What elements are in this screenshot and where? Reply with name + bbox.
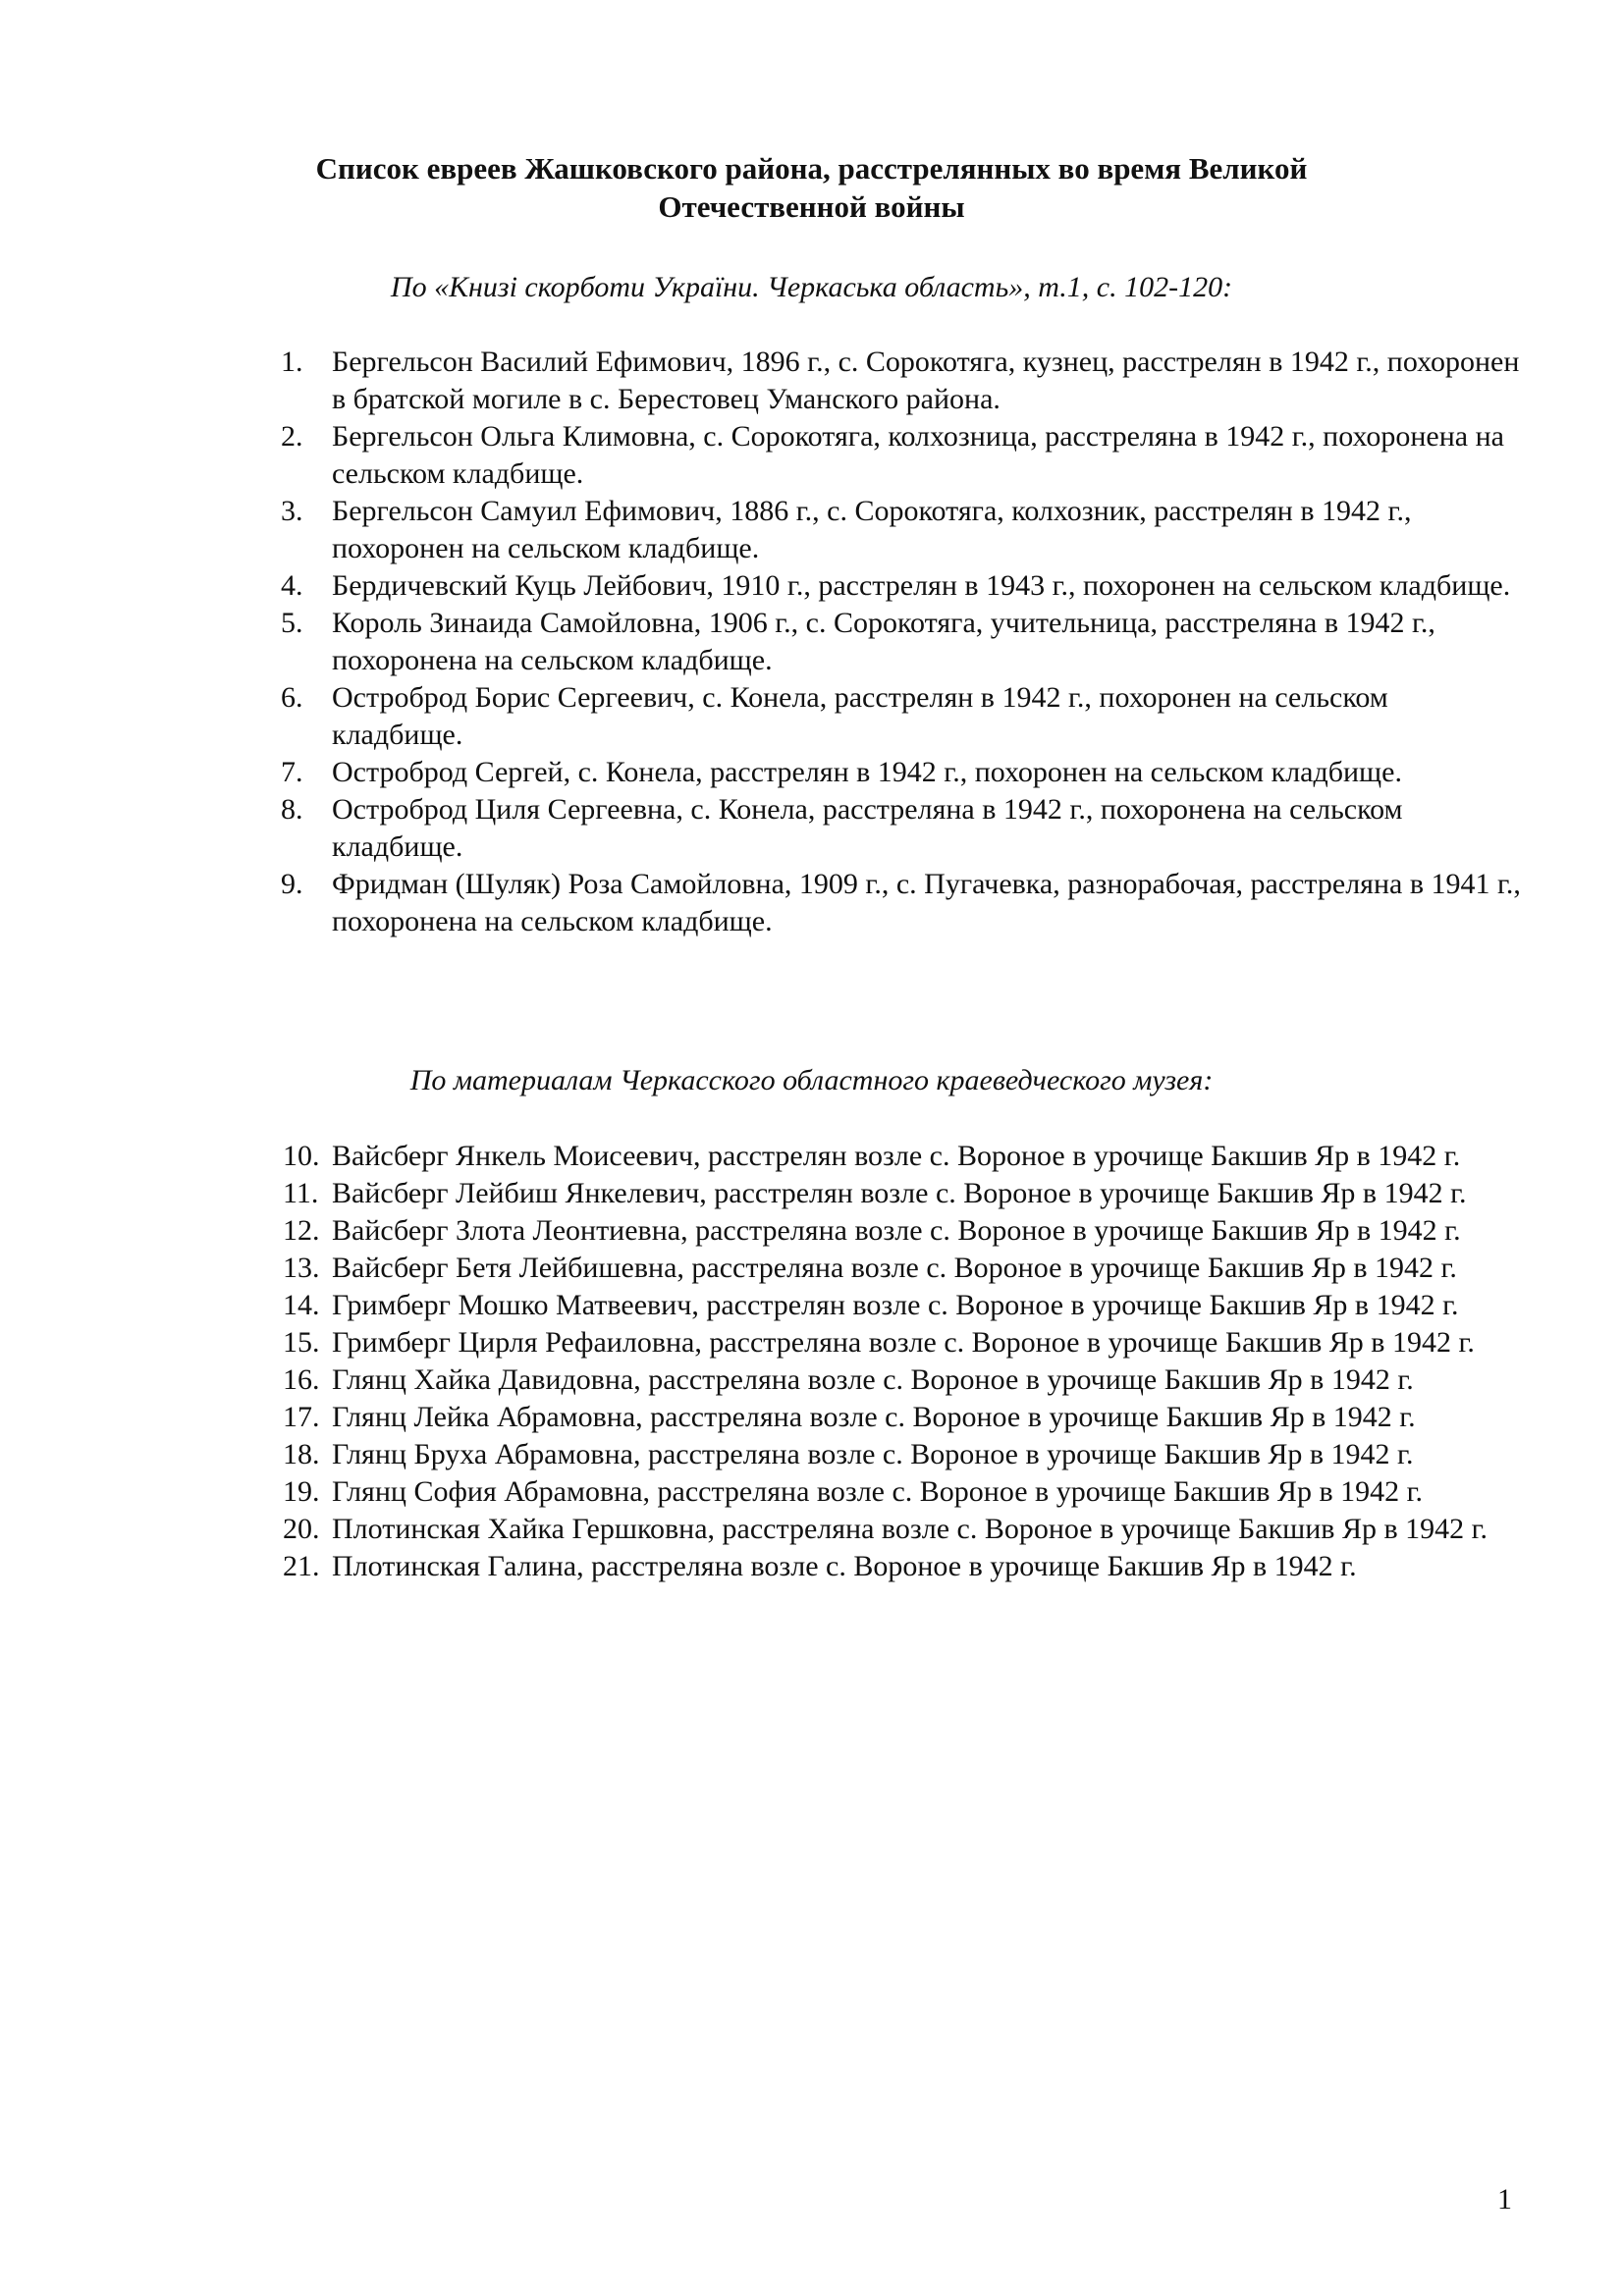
list-item-number: 15. [283, 1326, 320, 1359]
list-item-number: 11. [283, 1177, 319, 1209]
list-item-text: Вайсберг Бетя Лейбишевна, расстреляна возле с. Вороное в урочище Бакшив Яр в 1942 г. [332, 1252, 1457, 1284]
list-item-number: 18. [283, 1438, 320, 1470]
list-item-number: 5. [281, 607, 303, 639]
source-heading-2: По материалам Черкасского областного краеведческого музея: [409, 1064, 1214, 1096]
list-item [0, 1175, 1522, 1212]
list-item [0, 1362, 1522, 1399]
list-item-number: 9. [281, 868, 303, 900]
list-item [0, 791, 1522, 866]
list-item [0, 754, 1522, 791]
list-item-text: Плотинская Галина, расстреляна возле с. Вороное в урочище Бакшив Яр в 1942 г. [332, 1550, 1357, 1582]
title-line-1: Список евреев Жашковского района, расстрелянных во время Великой [315, 151, 1308, 186]
victim-list-2 [0, 1138, 1522, 1585]
list-item [0, 418, 1522, 493]
list-item [0, 605, 1522, 679]
list-item-text: Бергельсон Василий Ефимович, 1896 г., с. Сорокотяга, кузнец, расстрелян в 1942 г., похоронен в братской могиле в с. Берестовец Уманского района. [332, 346, 1520, 415]
list-item-number: 17. [283, 1401, 320, 1433]
list-item-number: 7. [281, 756, 303, 788]
list-item [0, 1399, 1522, 1436]
list-item [0, 1287, 1522, 1324]
list-item [0, 1324, 1522, 1362]
list-item-text: Вайсберг Злота Леонтиевна, расстреляна возле с. Вороное в урочище Бакшив Яр в 1942 г. [332, 1214, 1461, 1247]
list-item-text: Остроброд Сергей, с. Конела, расстрелян в 1942 г., похоронен на сельском кладбище. [332, 756, 1402, 788]
list-item-number: 10. [283, 1140, 320, 1172]
list-item-number: 20. [283, 1513, 320, 1545]
list-item [0, 344, 1522, 418]
list-item-text: Бергельсон Самуил Ефимович, 1886 г., с. Сорокотяга, колхозник, расстрелян в 1942 г., похоронен на сельском кладбище. [332, 495, 1412, 564]
list-item [0, 679, 1522, 754]
list-item-number: 4. [281, 569, 303, 602]
list-item-text: Гримберг Цирля Рефаиловна, расстреляна возле с. Вороное в урочище Бакшив Яр в 1942 г. [332, 1326, 1475, 1359]
list-item-number: 16. [283, 1363, 320, 1396]
list-item [0, 1250, 1522, 1287]
list-item [0, 567, 1522, 605]
list-item-number: 14. [283, 1289, 320, 1321]
list-item-text: Бергельсон Ольга Климовна, с. Сорокотяга, колхозница, расстреляна в 1942 г., похоронена на сельском кладбище. [332, 420, 1504, 490]
list-item-text: Вайсберг Янкель Моисеевич, расстрелян возле с. Вороное в урочище Бакшив Яр в 1942 г. [332, 1140, 1461, 1172]
list-item [0, 1548, 1522, 1585]
list-item [0, 1212, 1522, 1250]
list-item-text: Остроброд Борис Сергеевич, с. Конела, расстрелян в 1942 г., похоронен на сельском кладбище. [332, 681, 1388, 751]
list-item-text: Глянц Лейка Абрамовна, расстреляна возле с. Вороное в урочище Бакшив Яр в 1942 г. [332, 1401, 1416, 1433]
list-item-number: 1. [281, 346, 303, 378]
list-item-number: 3. [281, 495, 303, 527]
list-item-text: Глянц Хайка Давидовна, расстреляна возле с. Вороное в урочище Бакшив Яр в 1942 г. [332, 1363, 1414, 1396]
list-item-text: Глянц Бруха Абрамовна, расстреляна возле с. Вороное в урочище Бакшив Яр в 1942 г. [332, 1438, 1414, 1470]
list-item-number: 19. [283, 1475, 320, 1508]
list-item-text: Гримберг Мошко Матвеевич, расстрелян возле с. Вороное в урочище Бакшив Яр в 1942 г. [332, 1289, 1459, 1321]
list-item [0, 493, 1522, 567]
source-heading-1: По «Книзі скорботи України. Черкаська область», т.1, с. 102-120: [390, 271, 1233, 303]
list-item-number: 21. [283, 1550, 320, 1582]
list-item-text: Бердичевский Куць Лейбович, 1910 г., расстрелян в 1943 г., похоронен на сельском кладбище. [332, 569, 1511, 602]
list-item-number: 12. [283, 1214, 320, 1247]
list-item-text: Глянц София Абрамовна, расстреляна возле с. Вороное в урочище Бакшив Яр в 1942 г. [332, 1475, 1424, 1508]
title-line-2: Отечественной войны [658, 189, 965, 224]
list-item [0, 1473, 1522, 1511]
list-item-text: Фридман (Шуляк) Роза Самойловна, 1909 г., с. Пугачевка, разнорабочая, расстреляна в 1941 г., похоронена на сельском кладбище. [332, 868, 1521, 937]
list-item-text: Плотинская Хайка Гершковна, расстреляна возле с. Вороное в урочище Бакшив Яр в 1942 г. [332, 1513, 1488, 1545]
list-item [0, 1436, 1522, 1473]
victim-list-1 [0, 344, 1522, 940]
list-item-number: 6. [281, 681, 303, 714]
page-number: 1 [1497, 2183, 1512, 2216]
list-item [0, 866, 1522, 940]
list-item-text: Остроброд Циля Сергеевна, с. Конела, расстреляна в 1942 г., похоронена на сельском кладбище. [332, 793, 1403, 863]
list-item [0, 1138, 1522, 1175]
list-item-number: 2. [281, 420, 303, 453]
list-item-number: 13. [283, 1252, 320, 1284]
list-item-number: 8. [281, 793, 303, 826]
list-item-text: Король Зинаида Самойловна, 1906 г., с. Сорокотяга, учительница, расстреляна в 1942 г., похоронена на сельском кладбище. [332, 607, 1435, 676]
list-item-text: Вайсберг Лейбиш Янкелевич, расстрелян возле с. Вороное в урочище Бакшив Яр в 1942 г. [332, 1177, 1467, 1209]
list-item [0, 1511, 1522, 1548]
document-title [0, 149, 1623, 226]
